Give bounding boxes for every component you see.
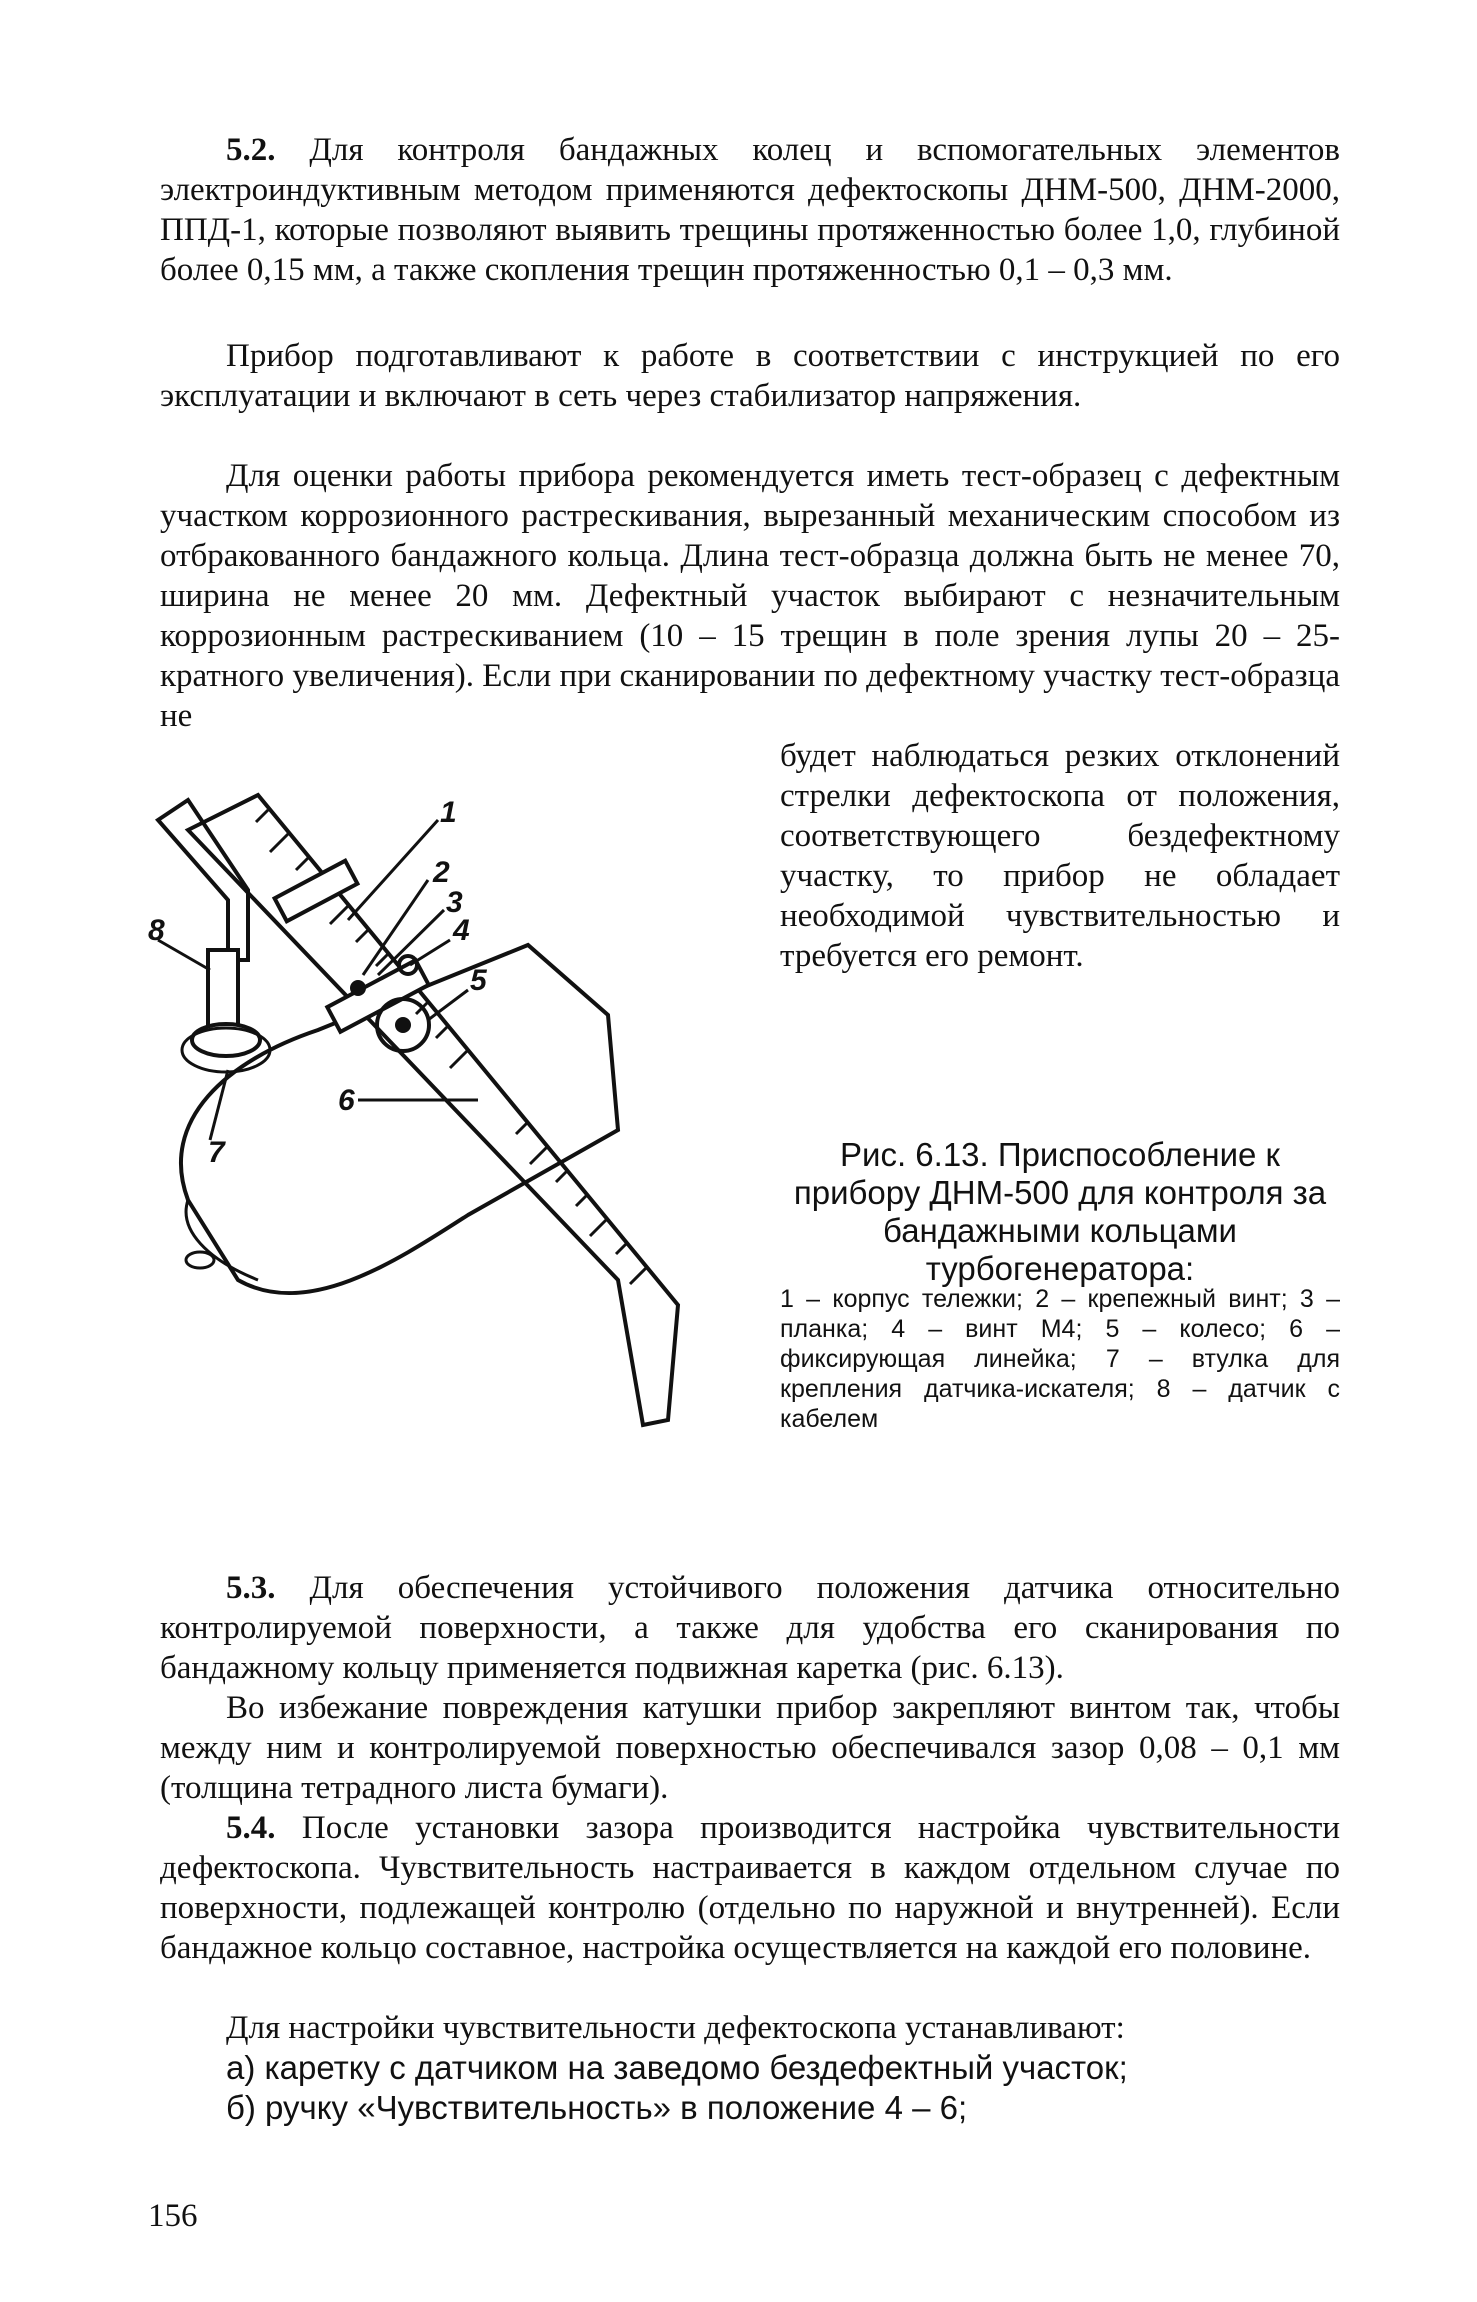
screw-head xyxy=(350,980,366,996)
paragraph-coil: Во избежание повреждения катушки прибор закрепляют винтом так, чтобы между ним и контролируемой поверхностью обеспечивался зазор 0,08 – 0,1 мм (толщина тетрадного листа бумаги). xyxy=(160,1690,1340,1806)
paragraph-preparation: Прибор подготавливают к работе в соответствии с инструкцией по его эксплуатации и включают в сеть через стабилизатор напряжения. xyxy=(160,338,1340,414)
figure-label-2: 2 xyxy=(433,856,450,889)
section-number: 5.4. xyxy=(226,1810,276,1846)
figure-label-5: 5 xyxy=(470,964,487,997)
section-text: Для контроля бандажных колец и вспомогательных элементов электроиндуктивным методом применяются дефектоскопы ДНМ-500, ДНМ-2000, ППД-1, которые позволяют выявить трещины протяженностью более 1,0, глубиной более 0,15 мм, а также скопления трещин протяженностью 0,1 – 0,3 мм. xyxy=(160,132,1340,288)
section-number: 5.3. xyxy=(226,1570,276,1606)
paragraph-evaluation: Для оценки работы прибора рекомендуется иметь тест-образец с дефектным участком коррозионного растрескивания, вырезанный механическим способом из отбракованного бандажного кольца. Длина тест-образца должна быть не менее 70, ширина не менее 20 мм. Дефектный участок выбирают с незначительным коррозионным растрескиванием (10 – 15 трещин в поле зрения лупы 20 – 25-кратного увеличения). Если при сканировании по дефектному участку тест-образца не xyxy=(160,458,1341,734)
figure-label-6: 6 xyxy=(338,1084,355,1117)
list-item: б) ручку «Чувствительность» в положение 4 – 6; xyxy=(226,2089,968,2126)
paragraph-evaluation-continued: будет наблюдаться резких отклонений стрелки дефектоскопа от положения, соответствующего бездефектному участку, то прибор не обладает необходимой чувствительностью и требуется его ремонт. xyxy=(780,738,1340,974)
section-text: Для обеспечения устойчивого положения датчика относительно контролируемой поверхности, а также для удобства его сканирования по бандажному кольцу применяется подвижная каретка (рис. 6.13). xyxy=(160,1570,1340,1686)
section-text: После установки зазора производится настройка чувствительности дефектоскопа. Чувствительность настраивается в каждом отдельном случае по поверхности, подлежащей контролю (отдельно по наружной и внутренней). Если бандажное кольцо составное, настройка осуществляется на каждой его половине. xyxy=(160,1810,1341,1966)
upper-plate xyxy=(275,861,358,922)
sensor-body xyxy=(208,950,238,1030)
figure-6-13-drawing xyxy=(148,760,748,1480)
figure-caption-legend: 1 – корпус тележки; 2 – крепежный винт; 3 – планка; 4 – винт М4; 5 – колесо; 6 – фиксирующая линейка; 7 – втулка для крепления датчика-искателя; 8 – датчик с кабелем xyxy=(780,1285,1340,1433)
fixing-ruler xyxy=(188,795,678,1425)
section-number: 5.2. xyxy=(226,132,276,168)
wheel-small xyxy=(186,1252,214,1268)
figure-caption-title: Рис. 6.13. Приспособление к прибору ДНМ-500 для контроля за бандажными кольцами турбогенератора: xyxy=(793,1136,1327,1287)
list-item: а) каретку с датчиком на заведомо бездефектный участок; xyxy=(226,2049,1128,2086)
section-5-2 xyxy=(160,130,1340,290)
figure-label-7: 7 xyxy=(208,1136,225,1169)
section-5-3 xyxy=(160,1568,1340,1688)
paragraph-setup: Для настройки чувствительности дефектоскопа устанавливают: xyxy=(226,2010,1125,2046)
figure-label-1: 1 xyxy=(440,796,457,829)
figure-label-4: 4 xyxy=(453,914,470,947)
page-number: 156 xyxy=(148,2198,198,2234)
section-5-4 xyxy=(160,1808,1340,1968)
figure-label-8: 8 xyxy=(148,914,165,947)
figure-label-3: 3 xyxy=(446,886,463,919)
